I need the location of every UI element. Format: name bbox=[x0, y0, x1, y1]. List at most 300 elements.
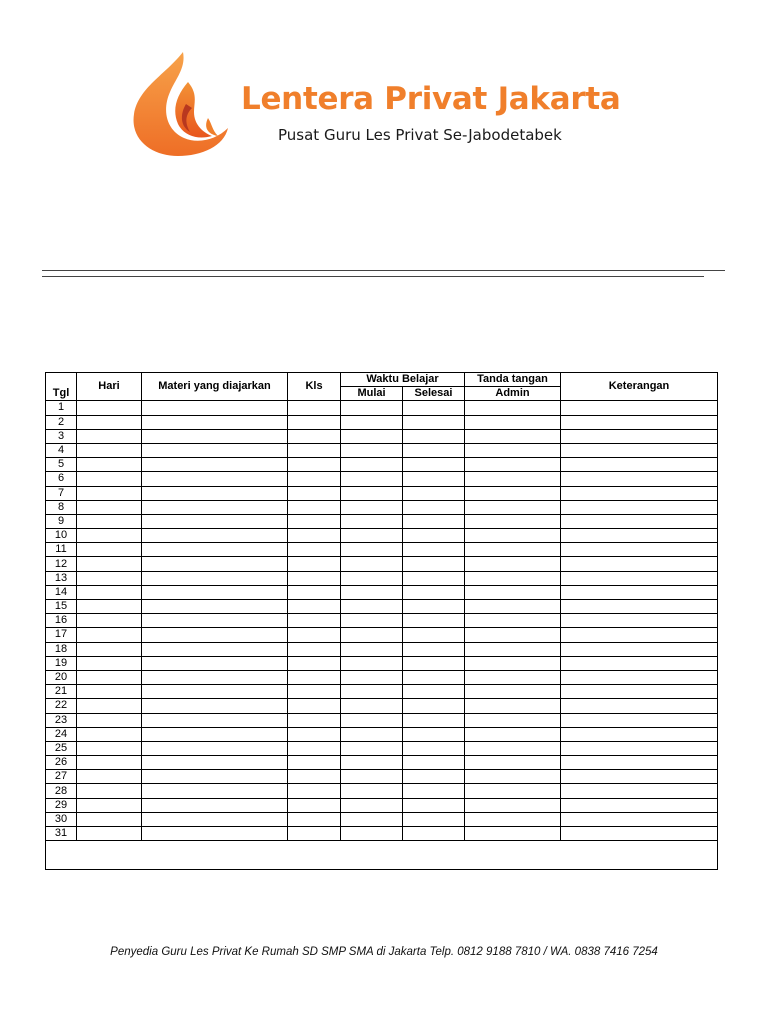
header-materi: Materi yang diajarkan bbox=[142, 373, 288, 401]
keterangan-cell[interactable] bbox=[561, 741, 718, 755]
materi-cell[interactable] bbox=[142, 770, 288, 784]
mulai-cell[interactable] bbox=[341, 529, 403, 543]
row-date-cell: 5 bbox=[46, 458, 77, 472]
admin-cell[interactable] bbox=[465, 756, 561, 770]
row-date-cell: 20 bbox=[46, 670, 77, 684]
kls-cell[interactable] bbox=[288, 656, 341, 670]
keterangan-cell[interactable] bbox=[561, 670, 718, 684]
row-date-cell: 10 bbox=[46, 529, 77, 543]
kls-cell[interactable] bbox=[288, 557, 341, 571]
hari-cell[interactable] bbox=[77, 571, 142, 585]
row-date-cell: 24 bbox=[46, 727, 77, 741]
hari-cell[interactable] bbox=[77, 486, 142, 500]
hari-cell[interactable] bbox=[77, 401, 142, 415]
selesai-cell[interactable] bbox=[403, 600, 465, 614]
materi-cell[interactable] bbox=[142, 685, 288, 699]
mulai-cell[interactable] bbox=[341, 727, 403, 741]
kls-cell[interactable] bbox=[288, 685, 341, 699]
materi-cell[interactable] bbox=[142, 557, 288, 571]
selesai-cell[interactable] bbox=[403, 812, 465, 826]
materi-cell[interactable] bbox=[142, 514, 288, 528]
table-row bbox=[46, 770, 718, 784]
table-row bbox=[46, 500, 718, 514]
row-date-cell: 11 bbox=[46, 543, 77, 557]
kls-cell[interactable] bbox=[288, 472, 341, 486]
mulai-cell[interactable] bbox=[341, 642, 403, 656]
table-row bbox=[46, 670, 718, 684]
mulai-cell[interactable] bbox=[341, 685, 403, 699]
row-date-cell: 15 bbox=[46, 600, 77, 614]
kls-cell[interactable] bbox=[288, 812, 341, 826]
table-row bbox=[46, 543, 718, 557]
keterangan-cell[interactable] bbox=[561, 784, 718, 798]
hari-cell[interactable] bbox=[77, 500, 142, 514]
kls-cell[interactable] bbox=[288, 514, 341, 528]
keterangan-cell[interactable] bbox=[561, 798, 718, 812]
mulai-cell[interactable] bbox=[341, 557, 403, 571]
admin-cell[interactable] bbox=[465, 500, 561, 514]
selesai-cell[interactable] bbox=[403, 685, 465, 699]
mulai-cell[interactable] bbox=[341, 741, 403, 755]
table-row bbox=[46, 741, 718, 755]
materi-cell[interactable] bbox=[142, 812, 288, 826]
table-row bbox=[46, 656, 718, 670]
mulai-cell[interactable] bbox=[341, 770, 403, 784]
keterangan-cell[interactable] bbox=[561, 827, 718, 841]
divider-line-top bbox=[42, 270, 725, 271]
kls-cell[interactable] bbox=[288, 543, 341, 557]
materi-cell[interactable] bbox=[142, 784, 288, 798]
kls-cell[interactable] bbox=[288, 784, 341, 798]
table-row bbox=[46, 827, 718, 841]
kls-cell[interactable] bbox=[288, 415, 341, 429]
selesai-cell[interactable] bbox=[403, 784, 465, 798]
kls-cell[interactable] bbox=[288, 443, 341, 457]
mulai-cell[interactable] bbox=[341, 600, 403, 614]
header-kls: Kls bbox=[288, 373, 341, 401]
kls-cell[interactable] bbox=[288, 670, 341, 684]
table-row bbox=[46, 784, 718, 798]
table-row bbox=[46, 458, 718, 472]
materi-cell[interactable] bbox=[142, 571, 288, 585]
selesai-cell[interactable] bbox=[403, 628, 465, 642]
hari-cell[interactable] bbox=[77, 798, 142, 812]
keterangan-cell[interactable] bbox=[561, 756, 718, 770]
keterangan-cell[interactable] bbox=[561, 600, 718, 614]
kls-cell[interactable] bbox=[288, 727, 341, 741]
kls-cell[interactable] bbox=[288, 770, 341, 784]
row-date-cell: 7 bbox=[46, 486, 77, 500]
kls-cell[interactable] bbox=[288, 585, 341, 599]
admin-cell[interactable] bbox=[465, 670, 561, 684]
admin-cell[interactable] bbox=[465, 798, 561, 812]
row-date-cell: 27 bbox=[46, 770, 77, 784]
hari-cell[interactable] bbox=[77, 429, 142, 443]
selesai-cell[interactable] bbox=[403, 571, 465, 585]
materi-cell[interactable] bbox=[142, 458, 288, 472]
mulai-cell[interactable] bbox=[341, 543, 403, 557]
table-row bbox=[46, 557, 718, 571]
table-row bbox=[46, 727, 718, 741]
materi-cell[interactable] bbox=[142, 600, 288, 614]
materi-cell[interactable] bbox=[142, 614, 288, 628]
hari-cell[interactable] bbox=[77, 415, 142, 429]
kls-cell[interactable] bbox=[288, 628, 341, 642]
table-footer-cell[interactable] bbox=[46, 841, 718, 870]
mulai-cell[interactable] bbox=[341, 486, 403, 500]
table-row bbox=[46, 443, 718, 457]
mulai-cell[interactable] bbox=[341, 713, 403, 727]
row-date-cell: 17 bbox=[46, 628, 77, 642]
header-hari: Hari bbox=[77, 373, 142, 401]
materi-cell[interactable] bbox=[142, 415, 288, 429]
selesai-cell[interactable] bbox=[403, 713, 465, 727]
keterangan-cell[interactable] bbox=[561, 656, 718, 670]
header-keterangan: Keterangan bbox=[561, 373, 718, 401]
row-date-cell: 8 bbox=[46, 500, 77, 514]
hari-cell[interactable] bbox=[77, 827, 142, 841]
keterangan-cell[interactable] bbox=[561, 585, 718, 599]
mulai-cell[interactable] bbox=[341, 798, 403, 812]
keterangan-cell[interactable] bbox=[561, 500, 718, 514]
kls-cell[interactable] bbox=[288, 713, 341, 727]
keterangan-cell[interactable] bbox=[561, 514, 718, 528]
table-row bbox=[46, 571, 718, 585]
keterangan-cell[interactable] bbox=[561, 472, 718, 486]
materi-cell[interactable] bbox=[142, 529, 288, 543]
mulai-cell[interactable] bbox=[341, 812, 403, 826]
kls-cell[interactable] bbox=[288, 827, 341, 841]
admin-cell[interactable] bbox=[465, 741, 561, 755]
selesai-cell[interactable] bbox=[403, 458, 465, 472]
keterangan-cell[interactable] bbox=[561, 713, 718, 727]
materi-cell[interactable] bbox=[142, 656, 288, 670]
selesai-cell[interactable] bbox=[403, 656, 465, 670]
materi-cell[interactable] bbox=[142, 756, 288, 770]
selesai-cell[interactable] bbox=[403, 770, 465, 784]
hari-cell[interactable] bbox=[77, 642, 142, 656]
mulai-cell[interactable] bbox=[341, 443, 403, 457]
row-date-cell: 23 bbox=[46, 713, 77, 727]
admin-cell[interactable] bbox=[465, 784, 561, 798]
selesai-cell[interactable] bbox=[403, 727, 465, 741]
keterangan-cell[interactable] bbox=[561, 557, 718, 571]
hari-cell[interactable] bbox=[77, 600, 142, 614]
materi-cell[interactable] bbox=[142, 798, 288, 812]
hari-cell[interactable] bbox=[77, 812, 142, 826]
selesai-cell[interactable] bbox=[403, 670, 465, 684]
row-date-cell: 6 bbox=[46, 472, 77, 486]
keterangan-cell[interactable] bbox=[561, 415, 718, 429]
kls-cell[interactable] bbox=[288, 642, 341, 656]
kls-cell[interactable] bbox=[288, 529, 341, 543]
selesai-cell[interactable] bbox=[403, 642, 465, 656]
selesai-cell[interactable] bbox=[403, 798, 465, 812]
keterangan-cell[interactable] bbox=[561, 699, 718, 713]
selesai-cell[interactable] bbox=[403, 514, 465, 528]
hari-cell[interactable] bbox=[77, 756, 142, 770]
selesai-cell[interactable] bbox=[403, 401, 465, 415]
keterangan-cell[interactable] bbox=[561, 685, 718, 699]
admin-cell[interactable] bbox=[465, 571, 561, 585]
hari-cell[interactable] bbox=[77, 614, 142, 628]
admin-cell[interactable] bbox=[465, 614, 561, 628]
header-tanda-tangan: Tanda tangan bbox=[465, 373, 561, 387]
row-date-cell: 1 bbox=[46, 401, 77, 415]
hari-cell[interactable] bbox=[77, 628, 142, 642]
keterangan-cell[interactable] bbox=[561, 529, 718, 543]
hari-cell[interactable] bbox=[77, 741, 142, 755]
mulai-cell[interactable] bbox=[341, 656, 403, 670]
mulai-cell[interactable] bbox=[341, 756, 403, 770]
row-date-cell: 19 bbox=[46, 656, 77, 670]
mulai-cell[interactable] bbox=[341, 670, 403, 684]
table-row bbox=[46, 486, 718, 500]
row-date-cell: 28 bbox=[46, 784, 77, 798]
materi-cell[interactable] bbox=[142, 543, 288, 557]
selesai-cell[interactable] bbox=[403, 741, 465, 755]
materi-cell[interactable] bbox=[142, 628, 288, 642]
materi-cell[interactable] bbox=[142, 401, 288, 415]
header-row-top bbox=[46, 373, 718, 387]
admin-cell[interactable] bbox=[465, 685, 561, 699]
table-row bbox=[46, 614, 718, 628]
selesai-cell[interactable] bbox=[403, 585, 465, 599]
table-row bbox=[46, 585, 718, 599]
kls-cell[interactable] bbox=[288, 756, 341, 770]
hari-cell[interactable] bbox=[77, 514, 142, 528]
admin-cell[interactable] bbox=[465, 656, 561, 670]
hari-cell[interactable] bbox=[77, 770, 142, 784]
materi-cell[interactable] bbox=[142, 827, 288, 841]
materi-cell[interactable] bbox=[142, 500, 288, 514]
kls-cell[interactable] bbox=[288, 699, 341, 713]
hari-cell[interactable] bbox=[77, 543, 142, 557]
table-row bbox=[46, 628, 718, 642]
selesai-cell[interactable] bbox=[403, 557, 465, 571]
admin-cell[interactable] bbox=[465, 415, 561, 429]
admin-cell[interactable] bbox=[465, 401, 561, 415]
table-row bbox=[46, 401, 718, 415]
selesai-cell[interactable] bbox=[403, 699, 465, 713]
hari-cell[interactable] bbox=[77, 713, 142, 727]
mulai-cell[interactable] bbox=[341, 614, 403, 628]
mulai-cell[interactable] bbox=[341, 472, 403, 486]
materi-cell[interactable] bbox=[142, 486, 288, 500]
table-row bbox=[46, 415, 718, 429]
row-date-cell: 2 bbox=[46, 415, 77, 429]
row-date-cell: 25 bbox=[46, 741, 77, 755]
mulai-cell[interactable] bbox=[341, 628, 403, 642]
flame-logo-icon bbox=[128, 48, 232, 160]
table-row bbox=[46, 798, 718, 812]
hari-cell[interactable] bbox=[77, 443, 142, 457]
header-waktu-belajar: Waktu Belajar bbox=[341, 373, 465, 387]
kls-cell[interactable] bbox=[288, 429, 341, 443]
hari-cell[interactable] bbox=[77, 557, 142, 571]
hari-cell[interactable] bbox=[77, 784, 142, 798]
mulai-cell[interactable] bbox=[341, 571, 403, 585]
divider-line-bottom bbox=[42, 276, 704, 277]
keterangan-cell[interactable] bbox=[561, 486, 718, 500]
header-admin: Admin bbox=[465, 387, 561, 401]
header-selesai: Selesai bbox=[403, 387, 465, 401]
kls-cell[interactable] bbox=[288, 458, 341, 472]
row-date-cell: 4 bbox=[46, 443, 77, 457]
admin-cell[interactable] bbox=[465, 628, 561, 642]
selesai-cell[interactable] bbox=[403, 827, 465, 841]
mulai-cell[interactable] bbox=[341, 415, 403, 429]
admin-cell[interactable] bbox=[465, 514, 561, 528]
selesai-cell[interactable] bbox=[403, 529, 465, 543]
footer-contact: Penyedia Guru Les Privat Ke Rumah SD SMP SMA di Jakarta Telp. 0812 9188 7810 / WA. 0838 7416 7254 bbox=[110, 946, 658, 958]
kls-cell[interactable] bbox=[288, 741, 341, 755]
table-row bbox=[46, 514, 718, 528]
mulai-cell[interactable] bbox=[341, 827, 403, 841]
kls-cell[interactable] bbox=[288, 401, 341, 415]
admin-cell[interactable] bbox=[465, 543, 561, 557]
materi-cell[interactable] bbox=[142, 443, 288, 457]
keterangan-cell[interactable] bbox=[561, 628, 718, 642]
admin-cell[interactable] bbox=[465, 557, 561, 571]
selesai-cell[interactable] bbox=[403, 614, 465, 628]
row-date-cell: 21 bbox=[46, 685, 77, 699]
materi-cell[interactable] bbox=[142, 741, 288, 755]
selesai-cell[interactable] bbox=[403, 472, 465, 486]
selesai-cell[interactable] bbox=[403, 443, 465, 457]
row-date-cell: 31 bbox=[46, 827, 77, 841]
materi-cell[interactable] bbox=[142, 472, 288, 486]
mulai-cell[interactable] bbox=[341, 458, 403, 472]
hari-cell[interactable] bbox=[77, 699, 142, 713]
brand-title: Lentera Privat Jakarta bbox=[241, 81, 621, 117]
table-row bbox=[46, 600, 718, 614]
hari-cell[interactable] bbox=[77, 656, 142, 670]
admin-cell[interactable] bbox=[465, 458, 561, 472]
brand-logo bbox=[128, 48, 638, 160]
row-date-cell: 26 bbox=[46, 756, 77, 770]
table-row bbox=[46, 472, 718, 486]
selesai-cell[interactable] bbox=[403, 415, 465, 429]
row-date-cell: 30 bbox=[46, 812, 77, 826]
keterangan-cell[interactable] bbox=[561, 812, 718, 826]
mulai-cell[interactable] bbox=[341, 784, 403, 798]
keterangan-cell[interactable] bbox=[561, 458, 718, 472]
admin-cell[interactable] bbox=[465, 727, 561, 741]
selesai-cell[interactable] bbox=[403, 486, 465, 500]
row-date-cell: 12 bbox=[46, 557, 77, 571]
keterangan-cell[interactable] bbox=[561, 401, 718, 415]
table-footer-row bbox=[46, 841, 718, 870]
admin-cell[interactable] bbox=[465, 713, 561, 727]
admin-cell[interactable] bbox=[465, 600, 561, 614]
selesai-cell[interactable] bbox=[403, 543, 465, 557]
admin-cell[interactable] bbox=[465, 472, 561, 486]
table-row bbox=[46, 529, 718, 543]
admin-cell[interactable] bbox=[465, 529, 561, 543]
materi-cell[interactable] bbox=[142, 713, 288, 727]
keterangan-cell[interactable] bbox=[561, 571, 718, 585]
hari-cell[interactable] bbox=[77, 529, 142, 543]
keterangan-cell[interactable] bbox=[561, 770, 718, 784]
kls-cell[interactable] bbox=[288, 600, 341, 614]
row-date-cell: 29 bbox=[46, 798, 77, 812]
row-date-cell: 18 bbox=[46, 642, 77, 656]
admin-cell[interactable] bbox=[465, 827, 561, 841]
mulai-cell[interactable] bbox=[341, 585, 403, 599]
kls-cell[interactable] bbox=[288, 614, 341, 628]
table-row bbox=[46, 756, 718, 770]
header-tgl: Tgl bbox=[46, 373, 77, 401]
materi-cell[interactable] bbox=[142, 429, 288, 443]
admin-cell[interactable] bbox=[465, 585, 561, 599]
row-date-cell: 14 bbox=[46, 585, 77, 599]
materi-cell[interactable] bbox=[142, 670, 288, 684]
admin-cell[interactable] bbox=[465, 642, 561, 656]
hari-cell[interactable] bbox=[77, 670, 142, 684]
row-date-cell: 22 bbox=[46, 699, 77, 713]
hari-cell[interactable] bbox=[77, 585, 142, 599]
row-date-cell: 13 bbox=[46, 571, 77, 585]
table-row bbox=[46, 642, 718, 656]
table-row bbox=[46, 713, 718, 727]
kls-cell[interactable] bbox=[288, 500, 341, 514]
kls-cell[interactable] bbox=[288, 798, 341, 812]
keterangan-cell[interactable] bbox=[561, 429, 718, 443]
admin-cell[interactable] bbox=[465, 486, 561, 500]
hari-cell[interactable] bbox=[77, 472, 142, 486]
mulai-cell[interactable] bbox=[341, 500, 403, 514]
keterangan-cell[interactable] bbox=[561, 614, 718, 628]
keterangan-cell[interactable] bbox=[561, 543, 718, 557]
mulai-cell[interactable] bbox=[341, 429, 403, 443]
materi-cell[interactable] bbox=[142, 699, 288, 713]
admin-cell[interactable] bbox=[465, 812, 561, 826]
mulai-cell[interactable] bbox=[341, 699, 403, 713]
hari-cell[interactable] bbox=[77, 458, 142, 472]
kls-cell[interactable] bbox=[288, 486, 341, 500]
mulai-cell[interactable] bbox=[341, 514, 403, 528]
keterangan-cell[interactable] bbox=[561, 727, 718, 741]
hari-cell[interactable] bbox=[77, 685, 142, 699]
kls-cell[interactable] bbox=[288, 571, 341, 585]
admin-cell[interactable] bbox=[465, 770, 561, 784]
row-date-cell: 3 bbox=[46, 429, 77, 443]
admin-cell[interactable] bbox=[465, 429, 561, 443]
table-row bbox=[46, 685, 718, 699]
selesai-cell[interactable] bbox=[403, 500, 465, 514]
mulai-cell[interactable] bbox=[341, 401, 403, 415]
keterangan-cell[interactable] bbox=[561, 642, 718, 656]
table-row bbox=[46, 812, 718, 826]
row-date-cell: 16 bbox=[46, 614, 77, 628]
row-date-cell: 9 bbox=[46, 514, 77, 528]
materi-cell[interactable] bbox=[142, 727, 288, 741]
header-mulai: Mulai bbox=[341, 387, 403, 401]
table-row bbox=[46, 429, 718, 443]
admin-cell[interactable] bbox=[465, 699, 561, 713]
attendance-table bbox=[45, 372, 718, 870]
hari-cell[interactable] bbox=[77, 727, 142, 741]
materi-cell[interactable] bbox=[142, 642, 288, 656]
brand-subtitle: Pusat Guru Les Privat Se-Jabodetabek bbox=[278, 126, 562, 144]
table-row bbox=[46, 699, 718, 713]
selesai-cell[interactable] bbox=[403, 429, 465, 443]
keterangan-cell[interactable] bbox=[561, 443, 718, 457]
materi-cell[interactable] bbox=[142, 585, 288, 599]
selesai-cell[interactable] bbox=[403, 756, 465, 770]
admin-cell[interactable] bbox=[465, 443, 561, 457]
